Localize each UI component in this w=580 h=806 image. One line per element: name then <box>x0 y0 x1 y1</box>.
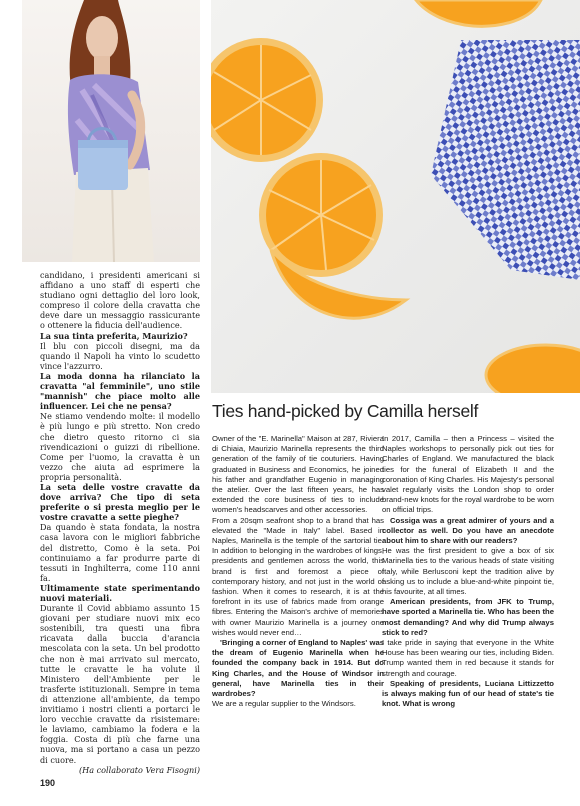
en-question: Cossiga was a great admirer of yours and a collector as well. Do you have an anecdote about him to share with our readers? <box>382 515 554 546</box>
it-paragraph: Durante il Covid abbiamo assunto 15 giovani per studiare nuovi mix eco sostenibili, tra questi una fibra ricavata dalla buccia d'arancia mescolata con la seta. Un bel prodotto che non è mai arrivato sul mercato, tutte le cravatte le ha volute il Ministero dell'Ambiente per le trasferte istituzionali. Sempre in tema di attenzione all'ambiente, da tempo invitiamo i nostri clienti a portarci le loro vecchie cravatte da risistemare: le laviamo, cambiamo la fodera e la foggia. Costa di più che farne una nuova, ma si portano a casa un pezzo di cuore. <box>40 603 200 765</box>
english-article-column-2 <box>382 434 554 709</box>
en-paragraph: From a 20sqm seafront shop to a brand that has elevated the "Made in Italy" label. Based in Naples, Marinella is the temple of the sartorial tie. In addition to belonging in the wardrobes of kings, presidents and gentlemen across the world, this brand is first and foremost a piece of contemporary history, and not just in the world of fashion. When it comes to research, it is at the forefront in its use of fabrics made from orange fibres. Entering the Maison's archive of memories with owner Maurizio Marinella is a journey one wishes would never end… <box>212 515 384 637</box>
en-paragraph: We are a regular supplier to the Windsors. <box>212 699 356 709</box>
it-question: La sua tinta preferita, Maurizio? <box>40 330 188 341</box>
it-question: La moda donna ha rilanciato la cravatta "al femminile", uno stile "mannish" che piace molto alle influencer. Lei che ne pensa? <box>40 370 200 412</box>
article-credit: (Ha collaborato Vera Fisogni) <box>79 764 200 775</box>
en-question: Speaking of presidents, Luciana Littizzetto is always making fun of our head of state's tie knot. What is wrong <box>382 678 554 709</box>
english-article-column-1 <box>212 434 384 709</box>
en-question: American presidents, from JFK to Trump, have sported a Marinella tie. Who has been the most demanding? And why did Trump always stick to red? <box>382 597 554 637</box>
it-question: La seta delle vostre cravatte da dove arriva? Che tipo di seta preferite o si presta meglio per le vostre cravatte a sette pieghe? <box>40 481 200 523</box>
page-number: 190 <box>40 778 56 788</box>
it-paragraph: Ne stiamo vendendo molte: il modello è più lungo e più stretto. Non credo che dietro questo ritorno ci sia rivendicazioni o guizzi di ribellione. Come per l'uomo, la cravatta è un vezzo che aiuta ad esprimere la propria personalità. <box>40 411 200 482</box>
en-paragraph: In 2017, Camilla – then a Princess – visited the Naples workshops to personally pick out ties for Charles of England. We manufactured the black ties for the funeral of Elizabeth II and the coronation of King Charles. His Majesty's personal valet regularly visits the London shop to order brand-new knots for the royal wardrobe to be worn on official trips. <box>382 434 554 515</box>
italian-article-column <box>40 270 200 775</box>
model-photo <box>22 0 200 262</box>
it-paragraph: Da quando è stata fondata, la nostra casa lavora con le migliori fabbriche del distretto, Como è la seta. Poi continuiamo a far produrre parte di tessuti in Inghilterra, come 110 anni fa. <box>40 522 200 583</box>
en-paragraph: I take pride in saying that everyone in the White House has been wearing our ties, including Biden. Trump wanted them in red because it stands for strength and courage. <box>382 638 554 678</box>
article-headline: Ties hand-picked by Camilla herself <box>212 401 479 421</box>
en-paragraph: He was the first president to give a box of six Marinella ties to the various heads of state visiting Italy, while Berlusconi kept the tradition alive by asking us to include a blue-and-white pinpoint tie, his favourite, at all times. <box>382 546 554 597</box>
it-question: Ultimamente state sperimentando nuovi materiali. <box>40 582 200 603</box>
it-paragraph: candidano, i presidenti americani si affidano a uno staff di esperti che studiano ogni dettaglio del loro look, compreso il colore della cravatta che deve dare un messaggio rassicurante o ottenere la fiducia dell'audience. <box>40 270 200 331</box>
en-question: 'Bringing a corner of England to Naples' was the dream of Eugenio Marinella when he founded the company back in 1914. But do King Charles, and the House of Windsor in general, have Marinella ties in their wardrobes? <box>212 638 384 699</box>
en-paragraph: Owner of the "E. Marinella" Maison at 287, Riviera di Chiaia, Maurizio Marinella represents the third generation of the family of tie couturiers. Having graduated in Business and Economics, he joined his father and grandfather Eugenio in managing the atelier. Over the last fifteen years, he has extended the core business of ties to include women's headscarves and other accessories. <box>212 434 384 515</box>
it-paragraph: Il blu con piccoli disegni, ma da quando il Napoli ha vinto lo scudetto vince l'azzurro. <box>40 340 200 371</box>
oranges-tie-photo <box>211 0 580 393</box>
